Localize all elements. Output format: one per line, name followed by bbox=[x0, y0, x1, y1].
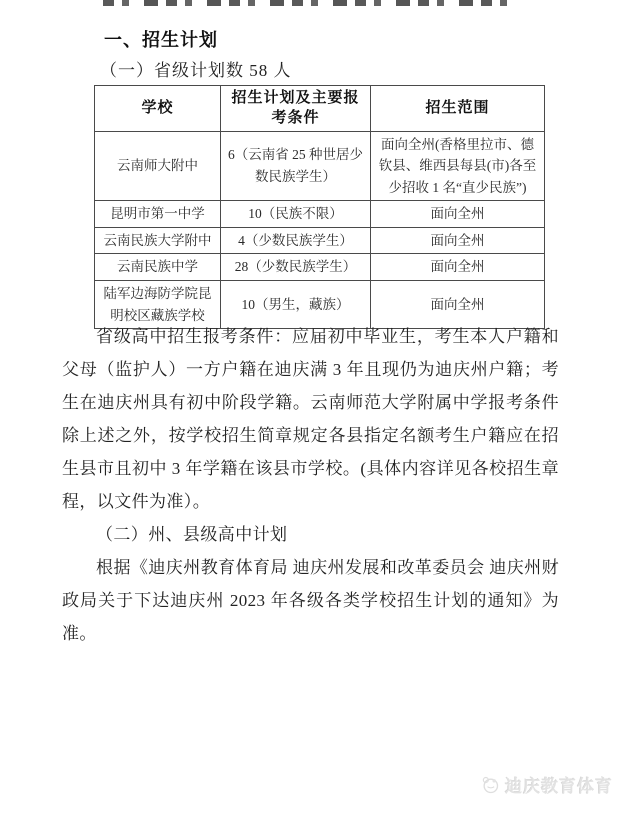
cropped-title-fragment bbox=[103, 0, 521, 6]
cell-school: 云南民族大学附中 bbox=[95, 227, 221, 254]
col-header-scope: 招生范围 bbox=[371, 86, 545, 132]
cell-school: 昆明市第一中学 bbox=[95, 201, 221, 228]
watermark-text: 迪庆教育体育 bbox=[505, 777, 613, 796]
paragraph-province-conditions: 省级高中招生报考条件：应届初中毕业生，考生本人户籍和父母（监护人）一方户籍在迪庆满 3 年且现仍为迪庆州户籍；考生在迪庆州具有初中阶段学籍。云南师范大学附属中学报考条件除上述之外，按学校招生简章规定各县指定名额考生户籍应在招生县市且初中 3 年学籍在该县市学校。(具体内容详见各校招生章程，以文件为准）。 bbox=[62, 327, 559, 511]
cell-plan: 10（民族不限） bbox=[221, 201, 371, 228]
table-row bbox=[95, 131, 545, 201]
cell-plan: 6（云南省 25 种世居少数民族学生） bbox=[221, 131, 371, 201]
watermark bbox=[480, 772, 613, 797]
table-row bbox=[95, 254, 545, 281]
cell-plan: 10（男生，藏族） bbox=[221, 281, 371, 329]
section2-heading: （二）州、县级高中计划 bbox=[96, 525, 288, 544]
paragraph-prefecture-plan: 根据《迪庆州教育体育局 迪庆州发展和改革委员会 迪庆州财政局关于下达迪庆州 2023 年各级各类学校招生计划的通知》为准。 bbox=[62, 558, 559, 643]
col-header-school: 学校 bbox=[95, 86, 221, 132]
col-header-plan: 招生计划及主要报考条件 bbox=[221, 86, 371, 132]
cell-plan: 28（少数民族学生） bbox=[221, 254, 371, 281]
cell-scope: 面向全州(香格里拉市、德钦县、维西县每县(市)各至少招收 1 名“直少民族”) bbox=[371, 131, 545, 201]
table-header-row bbox=[95, 86, 545, 132]
section1-heading: 一、招生计划 bbox=[104, 30, 218, 50]
body-text-block bbox=[62, 320, 559, 650]
cell-school: 云南民族中学 bbox=[95, 254, 221, 281]
cell-scope: 面向全州 bbox=[371, 254, 545, 281]
table-row bbox=[95, 227, 545, 254]
cell-scope: 面向全州 bbox=[371, 227, 545, 254]
cell-scope: 面向全州 bbox=[371, 201, 545, 228]
cell-school: 云南师大附中 bbox=[95, 131, 221, 201]
education-sports-logo-icon bbox=[480, 775, 500, 795]
cell-school: 陆军边海防学院昆明校区藏族学校 bbox=[95, 281, 221, 329]
cell-scope: 面向全州 bbox=[371, 281, 545, 329]
section1-subheading: （一）省级计划数 58 人 bbox=[100, 61, 292, 80]
table-row bbox=[95, 201, 545, 228]
cell-plan: 4（少数民族学生） bbox=[221, 227, 371, 254]
enrollment-plan-table bbox=[94, 85, 545, 329]
